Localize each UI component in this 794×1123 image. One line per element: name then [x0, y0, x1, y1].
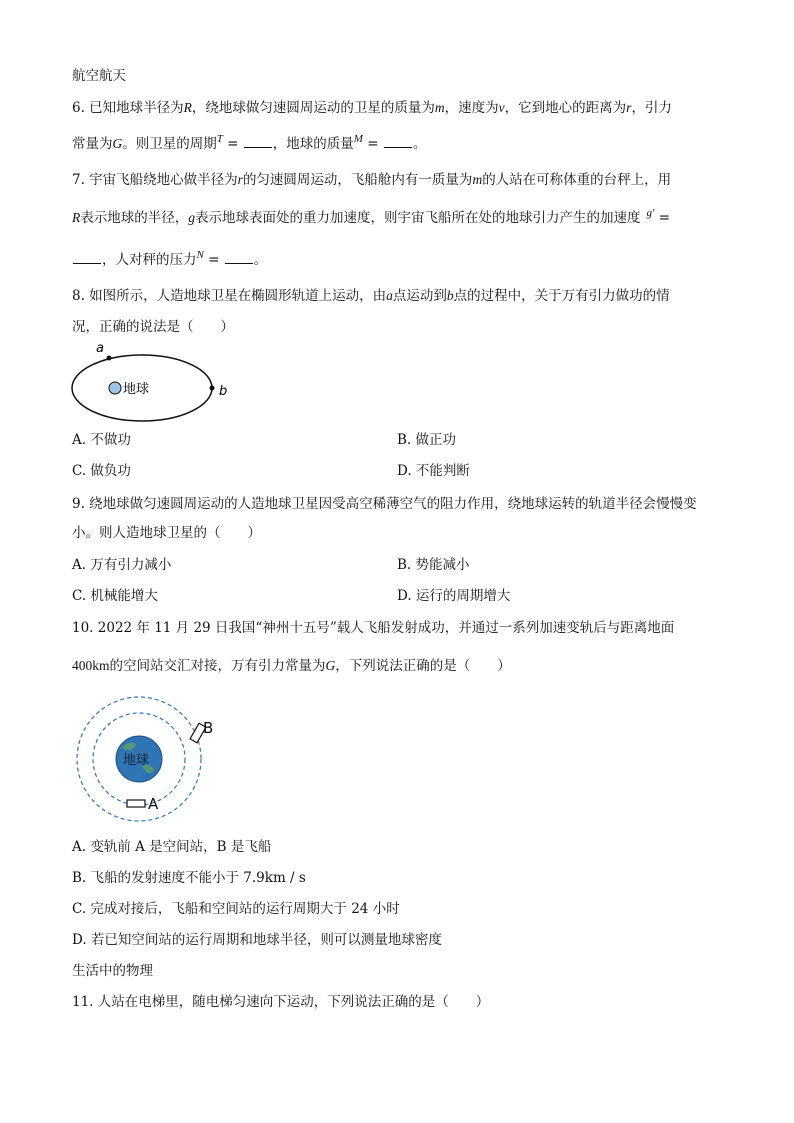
question-6-line-1: 6. 已知地球半径为R，绕地球做匀速圆周运动的卫星的质量为m，速度为v，它到地心的距离为r，引力 [72, 100, 672, 116]
answer-blank [225, 251, 253, 264]
ellipse-orbit-figure [60, 335, 260, 425]
question-10-line-2: 400km的空间站交汇对接，万有引力常量为G，下列说法正确的是（ ） [72, 658, 511, 674]
question-8-line-2: 况，正确的说法是（ ） [72, 319, 234, 335]
q10-option-a: A. 变轨前 A 是空间站，B 是飞船 [72, 839, 272, 855]
section-heading: 航空航天 [72, 68, 126, 84]
earth-label: 地球 [123, 382, 150, 397]
q8-option-c: C. 做负功 [72, 463, 131, 479]
label-a: a [96, 341, 104, 356]
q8-option-d: D. 不能判断 [397, 463, 470, 479]
answer-blank [73, 251, 101, 264]
q10-option-b: B. 飞船的发射速度不能小于 7.9km / s [72, 870, 306, 886]
q8-option-b: B. 做正功 [397, 432, 457, 448]
q8-option-a: A. 不做功 [72, 432, 131, 448]
question-9-line-2: 小。则人造地球卫星的（ ） [72, 525, 261, 541]
answer-blank [384, 135, 412, 148]
question-7-line-2: R表示地球的半径，g表示地球表面处的重力加速度，则宇宙飞船所在处的地球引力产生的加速度 $^{g'}$ = [72, 207, 671, 226]
label-B: B [203, 719, 214, 737]
q9-option-d: D. 运行的周期增大 [397, 588, 511, 604]
docking-orbit-figure [70, 696, 220, 822]
question-7-line-3: ，人对秤的压力$^N$ = 。 [72, 250, 267, 271]
question-7-line-1: 7. 宇宙飞船绕地心做半径为r的匀速圆周运动，飞船舱内有一质量为m的人站在可称体重的台秤上，用 [72, 172, 672, 188]
label-A: A [148, 795, 159, 813]
q9-option-c: C. 机械能增大 [72, 588, 158, 604]
ship-a [127, 800, 145, 807]
question-8-line-1: 8. 如图所示，人造地球卫星在椭圆形轨道上运动，由a点运动到b点的过程中，关于万有引力做功的情 [72, 288, 670, 304]
question-10-line-1: 10. 2022 年 11 月 29 日我国“神州十五号”载人飞船发射成功，并通过一系列加速变轨后与距离地面 [72, 620, 675, 636]
q10-option-d: D. 若已知空间站的运行周期和地球半径，则可以测量地球密度 [72, 932, 442, 948]
earth-icon [109, 382, 121, 394]
point-b [210, 386, 215, 391]
earth-label: 地球 [123, 753, 150, 768]
point-a [107, 356, 112, 361]
q9-option-b: B. 势能减小 [397, 557, 470, 573]
label-b: b [219, 384, 228, 399]
section-heading-2: 生活中的物理 [72, 963, 153, 979]
question-9-line-1: 9. 绕地球做匀速圆周运动的人造地球卫星因受高空稀薄空气的阻力作用，绕地球运转的轨道半径会慢慢变 [72, 496, 697, 512]
q9-option-a: A. 万有引力减小 [72, 557, 172, 573]
q10-option-c: C. 完成对接后，飞船和空间站的运行周期大于 24 小时 [72, 901, 400, 917]
answer-blank [244, 135, 272, 148]
question-11-line-1: 11. 人站在电梯里，随电梯匀速向下运动，下列说法正确的是（ ） [72, 994, 490, 1010]
question-6-line-2: 常量为G。则卫星的周期$^T$ = ，地球的质量$^M$ = 。 [72, 133, 427, 152]
